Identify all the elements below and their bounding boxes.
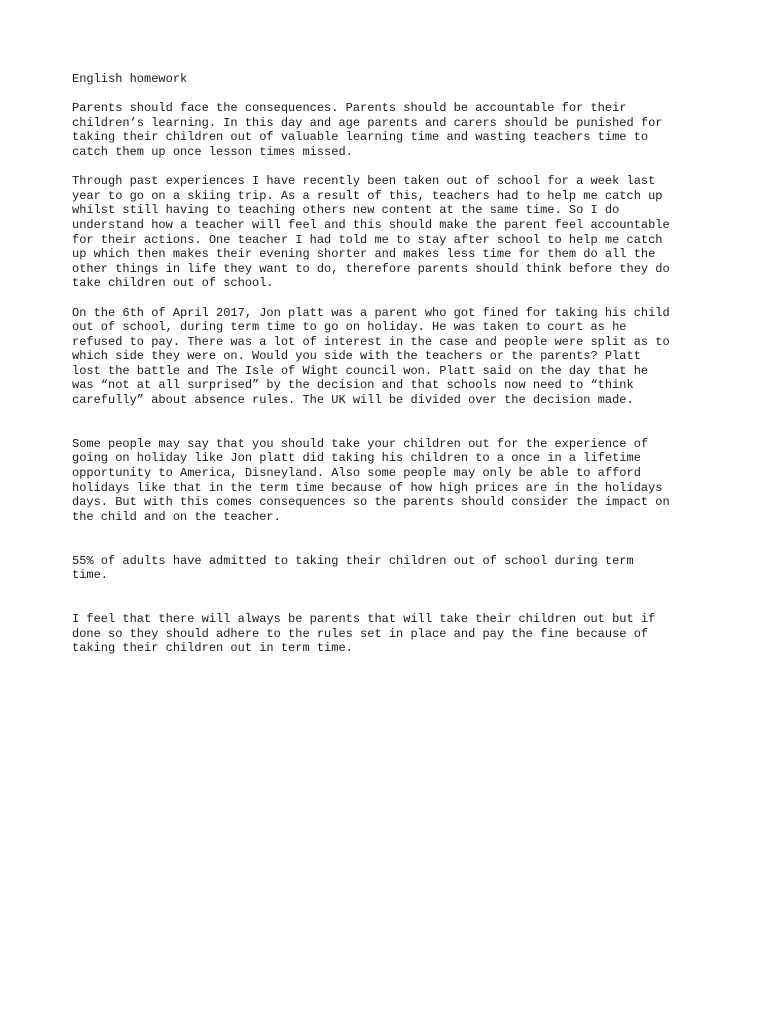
document-title: English homework: [72, 72, 188, 86]
paragraph-conclusion: I feel that there will always be parents that will take their children out but if done so they should adhere to the rules set in place and pay the fine because of taking their children out in term time.: [72, 611, 656, 656]
document-body: [72, 72, 712, 656]
paragraph-personal-experience: Through past experiences I have recently been taken out of school for a week last year to go on a skiing trip. As a result of this, teachers had to help me catch up whilst still having to teaching others new content at the same time. So I do understand how a teacher will feel and this should make the parent feel accountable for their actions. One teacher I had told me to stay after school to help me catch up which then makes their evening shorter and makes less time for them do all the other things in life they want to do, therefore parents should think before they do take children out of school.: [72, 174, 670, 291]
paragraph-counterargument: Some people may say that you should take your children out for the experience of going on holiday like Jon platt did taking his children to a once in a lifetime opportunity to America, Disneyland. Also some people may only be able to afford holidays like that in the term time because of how high prices are in the holidays days. But with this comes consequences so the parents should consider the impact on the child and on the teacher.: [72, 436, 670, 524]
paragraph-jon-platt-case: On the 6th of April 2017, Jon platt was a parent who got fined for taking his child out of school, during term time to go on holiday. He was taken to court as he refused to pay. There was a lot of interest in the case and people were split as to which side they were on. Would you side with the teachers or the parents? Platt lost the battle and The Isle of Wight council won. Platt said on the day that he was “not at all surprised” by the decision and that schools now need to “think carefully” about absence rules. The UK will be divided over the decision made.: [72, 305, 670, 408]
paragraph-consequences: Parents should face the consequences. Parents should be accountable for their children’s learning. In this day and age parents and carers should be punished for taking their children out of valuable learning time and wasting teachers time to catch them up once lesson times missed.: [72, 101, 663, 159]
paragraph-statistic: 55% of adults have admitted to taking their children out of school during term time.: [72, 553, 634, 583]
